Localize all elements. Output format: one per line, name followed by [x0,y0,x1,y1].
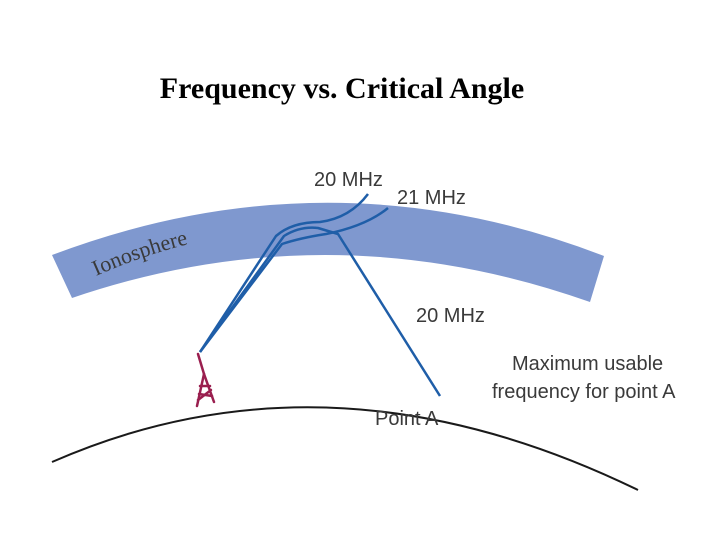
earth-surface [52,407,638,490]
page-title: Frequency vs. Critical Angle [159,72,525,105]
muf-label-line2: frequency for point A [492,381,676,403]
ionosphere-label: Ionosphere [88,224,190,281]
muf-label-line1: Maximum usable [512,353,664,375]
label-21mhz: 21 MHz [397,187,466,209]
label-20mhz-top: 20 MHz [314,169,383,191]
label-20mhz-return: 20 MHz [416,305,485,327]
transmitter-tower-icon [197,354,214,406]
point-a-label: Point A [375,408,439,430]
